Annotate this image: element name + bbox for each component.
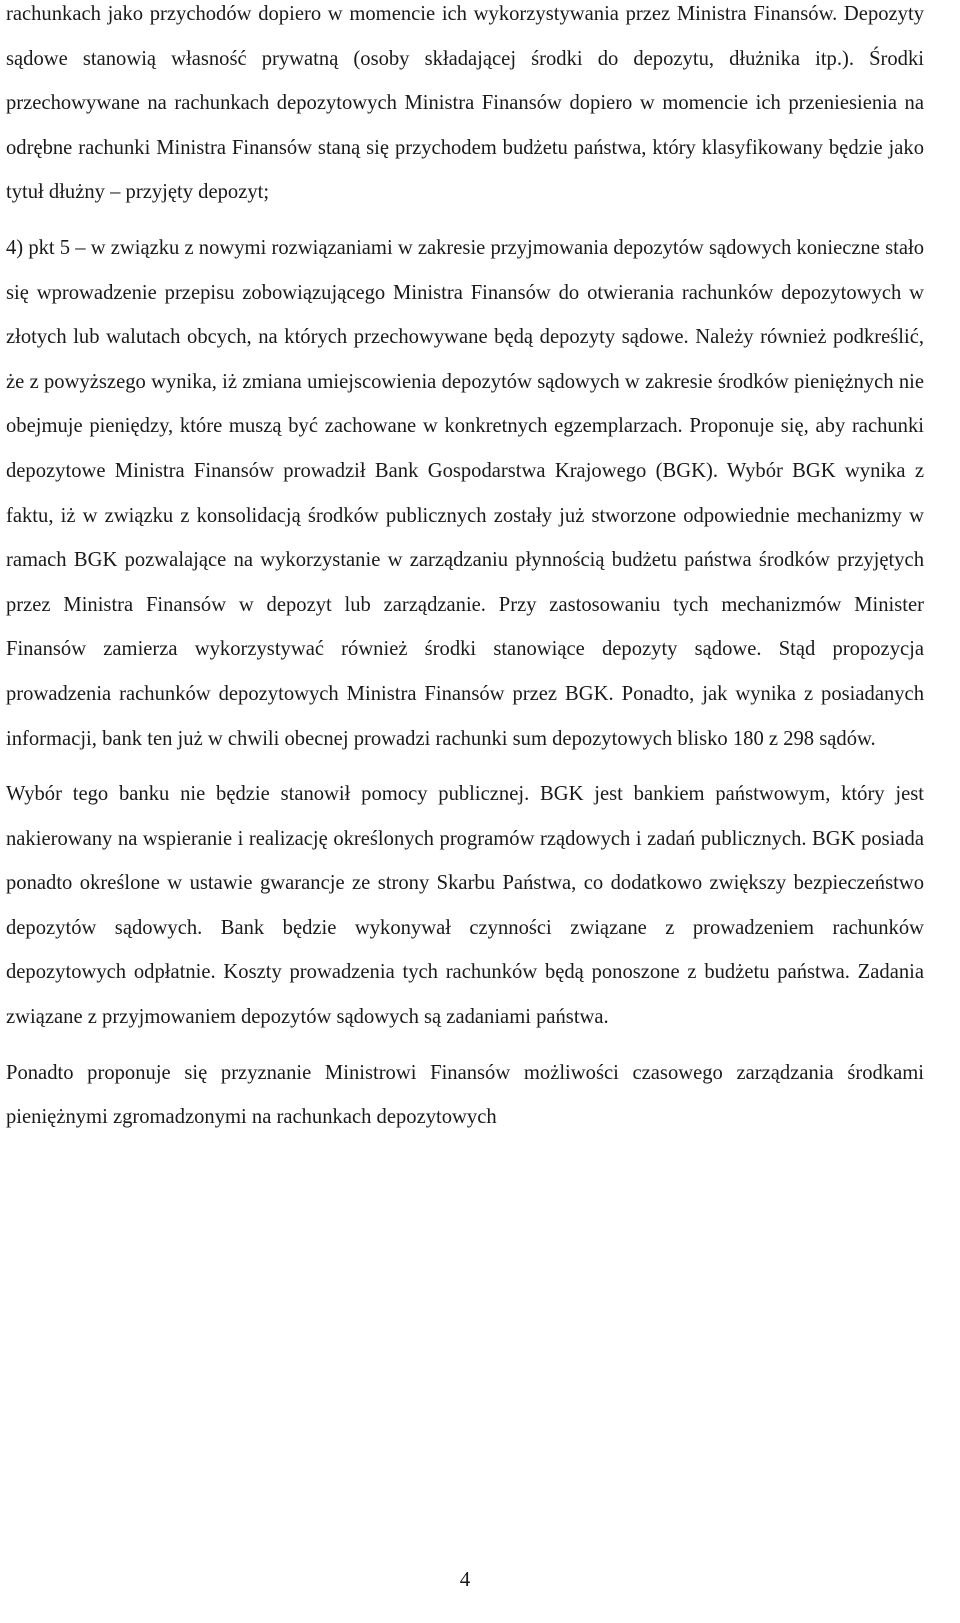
page-number: 4 bbox=[459, 1567, 471, 1591]
paragraph-point-4: 4) pkt 5 – w związku z nowymi rozwiązaniami w zakresie przyjmowania depozytów sądowych konieczne stało się wprowadzenie przepisu zobowiązującego Ministra Finansów do otwierania rachunków depozytowych w złotych lub walutach obcych, na których przechowywane będą depozyty sądowe. Należy również podkreślić, że z powyższego wynika, iż zmiana umiejscowienia depozytów sądowych w zakresie środków pieniężnych nie obejmuje pieniędzy, które muszą być zachowane w konkretnych egzemplarzach. Proponuje się, aby rachunki depozytowe Ministra Finansów prowadził Bank Gospodarstwa Krajowego (BGK). Wybór BGK wynika z faktu, iż w związku z konsolidacją środków publicznych zostały już stworzone odpowiednie mechanizmy w ramach BGK pozwalające na wykorzystanie w zarządzaniu płynnością budżetu państwa środków przyjętych przez Ministra Finansów w depozyt lub zarządzanie. Przy zastosowaniu tych mechanizmów Minister Finansów zamierza wykorzystywać również środki stanowiące depozyty sądowe. Stąd propozycja prowadzenia rachunków depozytowych Ministra Finansów przez BGK. Ponadto, jak wynika z posiadanych informacji, bank ten już w chwili obecnej prowadzi rachunki sum depozytowych blisko 180 z 298 sądów. bbox=[6, 236, 924, 750]
paragraph-continuation: rachunkach jako przychodów dopiero w momencie ich wykorzystywania przez Ministra Finansów. Depozyty sądowe stanowią własność prywatną (osoby składającej środki do depozytu, dłużnika itp.). Środki przechowywane na rachunkach depozytowych Ministra Finansów dopiero w momencie ich przeniesienia na odrębne rachunki Ministra Finansów staną się przychodem budżetu państwa, który klasyfikowany będzie jako tytuł dłużny – przyjęty depozyt; bbox=[6, 3, 924, 204]
document-page bbox=[6, 0, 924, 1140]
paragraph-temporary-management: Ponadto proponuje się przyznanie Ministrowi Finansów możliwości czasowego zarządzania środkami pieniężnymi zgromadzonymi na rachunkach depozytowych bbox=[6, 1061, 924, 1129]
paragraph-bgk-choice: Wybór tego banku nie będzie stanowił pomocy publicznej. BGK jest bankiem państwowym, który jest nakierowany na wspieranie i realizację określonych programów rządowych i zadań publicznych. BGK posiada ponadto określone w ustawie gwarancje ze strony Skarbu Państwa, co dodatkowo zwiększy bezpieczeństwo depozytów sądowych. Bank będzie wykonywał czynności związane z prowadzeniem rachunków depozytowych odpłatnie. Koszty prowadzenia tych rachunków będą ponoszone z budżetu państwa. Zadania związane z przyjmowaniem depozytów sądowych są zadaniami państwa. bbox=[6, 783, 924, 1029]
